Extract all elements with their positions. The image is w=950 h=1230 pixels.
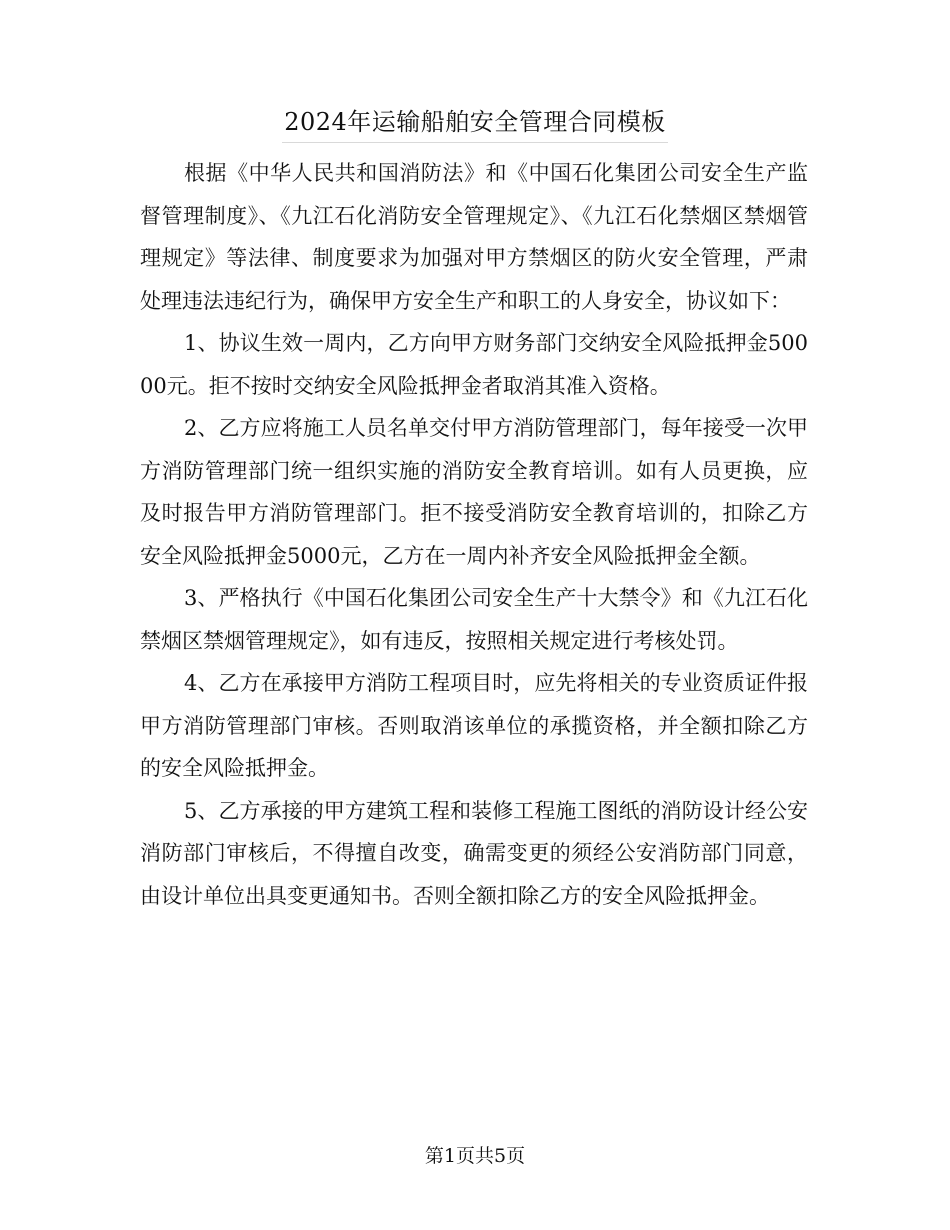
page-number: 第1页共5页 bbox=[424, 1145, 526, 1167]
paragraph-preamble: 根据《中华人民共和国消防法》和《中国石化集团公司安全生产监督管理制度》、《九江石化消防安全管理规定》、《九江石化禁烟区禁烟管理规定》等法律、制度要求为加强对甲方禁烟区的防火安全管理，严肃处理违法违纪行为，确保甲方安全生产和职工的人身安全，协议如下： bbox=[140, 161, 808, 313]
paragraph-clause-4: 4、乙方在承接甲方消防工程项目时，应先将相关的专业资质证件报甲方消防管理部门审核。否则取消该单位的承揽资格，并全额扣除乙方的安全风险抵押金。 bbox=[140, 671, 808, 780]
document-body bbox=[140, 152, 808, 917]
paragraph-clause-3: 3、严格执行《中国石化集团公司安全生产十大禁令》和《九江石化禁烟区禁烟管理规定》，如有违反，按照相关规定进行考核处罚。 bbox=[140, 586, 808, 653]
paragraph-clause-5: 5、乙方承接的甲方建筑工程和装修工程施工图纸的消防设计经公安消防部门审核后，不得擅自改变，确需变更的须经公安消防部门同意，由设计单位出具变更通知书。否则全额扣除乙方的安全风险抵押金。 bbox=[140, 798, 808, 908]
document-title-text: 2024年运输船舶安全管理合同模板 bbox=[282, 104, 668, 143]
page-footer bbox=[0, 1142, 950, 1170]
paragraph-clause-2: 2、乙方应将施工人员名单交付甲方消防管理部门，每年接受一次甲方消防管理部门统一组织实施的消防安全教育培训。如有人员更换，应及时报告甲方消防管理部门。拒不接受消防安全教育培训的，扣除乙方安全风险抵押金5000元，乙方在一周内补齐安全风险抵押金全额。 bbox=[140, 416, 808, 568]
document-title bbox=[0, 104, 950, 143]
paragraph-clause-1: 1、协议生效一周内，乙方向甲方财务部门交纳安全风险抵押金50000元。拒不按时交纳安全风险抵押金者取消其准入资格。 bbox=[140, 331, 808, 398]
